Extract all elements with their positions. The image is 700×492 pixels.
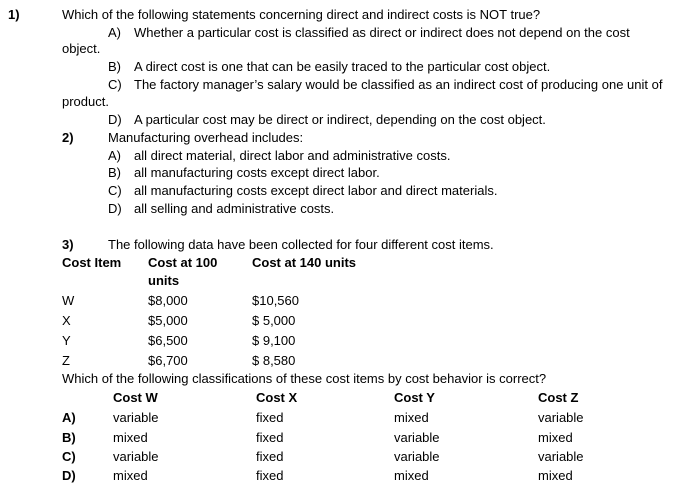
class-header-cost-w: Cost W — [113, 390, 158, 405]
q1-option-a-text: Whether a particular cost is classified as direct or indirect does not depend on the cost — [134, 25, 630, 40]
answer-d-cost-x: fixed — [256, 468, 284, 483]
answer-b-cost-z: mixed — [538, 430, 573, 445]
question-3-followup: Which of the following classifications of these cost items by cost behavior is correct? — [62, 371, 547, 386]
answer-c-cost-z: variable — [538, 449, 584, 464]
table-header-cost-100-units: units — [148, 273, 180, 288]
answer-c-cost-x: fixed — [256, 449, 284, 464]
answer-b-letter: B) — [62, 430, 76, 445]
answer-d-letter: D) — [62, 468, 76, 483]
table-row-y-item: Y — [62, 333, 71, 348]
question-2-text: Manufacturing overhead includes: — [108, 130, 304, 145]
answer-a-cost-w: variable — [113, 410, 159, 425]
q1-option-a-letter: A) — [108, 25, 121, 40]
q2-option-c-text: all manufacturing costs except direct labor and direct materials. — [134, 183, 498, 198]
answer-c-cost-w: variable — [113, 449, 159, 464]
q1-option-d-text: A particular cost may be direct or indirect, depending on the cost object. — [134, 112, 546, 127]
q2-option-a-letter: A) — [108, 148, 121, 163]
answer-a-cost-z: variable — [538, 410, 584, 425]
answer-a-cost-y: mixed — [394, 410, 429, 425]
answer-a-cost-x: fixed — [256, 410, 284, 425]
answer-a-letter: A) — [62, 410, 76, 425]
answer-b-cost-x: fixed — [256, 430, 284, 445]
q1-option-d-letter: D) — [108, 112, 122, 127]
question-3-text: The following data have been collected for four different cost items. — [108, 237, 494, 252]
answer-c-letter: C) — [62, 449, 76, 464]
table-row-x-item: X — [62, 313, 71, 328]
answer-c-cost-y: variable — [394, 449, 440, 464]
table-row-w-cost100: $8,000 — [148, 293, 188, 308]
q1-option-c-letter: C) — [108, 77, 122, 92]
q1-option-b-text: A direct cost is one that can be easily traced to the particular cost object. — [134, 59, 551, 74]
answer-b-cost-y: variable — [394, 430, 440, 445]
table-row-y-cost100: $6,500 — [148, 333, 188, 348]
table-row-z-item: Z — [62, 353, 70, 368]
q1-option-c-text: The factory manager’s salary would be classified as an indirect cost of producing one unit of — [134, 77, 663, 92]
q2-option-c-letter: C) — [108, 183, 122, 198]
answer-d-cost-z: mixed — [538, 468, 573, 483]
class-header-cost-x: Cost X — [256, 390, 298, 405]
class-header-cost-y: Cost Y — [394, 390, 435, 405]
question-1-number: 1) — [8, 7, 20, 22]
answer-d-cost-y: mixed — [394, 468, 429, 483]
q2-option-d-letter: D) — [108, 201, 122, 216]
q1-option-a-wrap: object. — [62, 41, 101, 56]
q1-option-b-letter: B) — [108, 59, 121, 74]
table-row-w-cost140: $10,560 — [252, 293, 299, 308]
table-row-z-cost100: $6,700 — [148, 353, 188, 368]
question-1-text: Which of the following statements concerning direct and indirect costs is NOT true? — [62, 7, 541, 22]
q2-option-d-text: all selling and administrative costs. — [134, 201, 335, 216]
table-row-y-cost140: $ 9,100 — [252, 333, 296, 348]
question-3-number: 3) — [62, 237, 74, 252]
question-2-number: 2) — [62, 130, 74, 145]
q1-option-c-wrap: product. — [62, 94, 109, 109]
table-row-x-cost100: $5,000 — [148, 313, 188, 328]
table-row-x-cost140: $ 5,000 — [252, 313, 296, 328]
q2-option-b-letter: B) — [108, 165, 121, 180]
table-row-z-cost140: $ 8,580 — [252, 353, 296, 368]
class-header-cost-z: Cost Z — [538, 390, 579, 405]
table-header-cost-140: Cost at 140 units — [252, 255, 357, 270]
q2-option-b-text: all manufacturing costs except direct labor. — [134, 165, 380, 180]
answer-b-cost-w: mixed — [113, 430, 148, 445]
table-header-cost-item: Cost Item — [62, 255, 122, 270]
q2-option-a-text: all direct material, direct labor and administrative costs. — [134, 148, 451, 163]
table-row-w-item: W — [62, 293, 75, 308]
answer-d-cost-w: mixed — [113, 468, 148, 483]
table-header-cost-100: Cost at 100 — [148, 255, 218, 270]
